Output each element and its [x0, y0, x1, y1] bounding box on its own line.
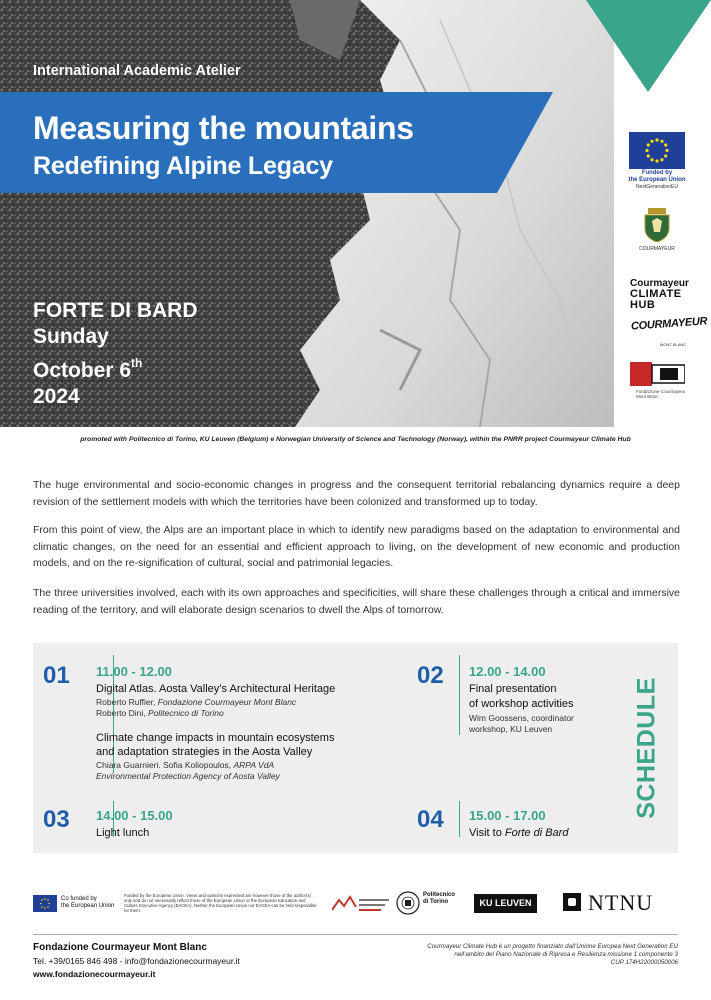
session-time: 11.00 - 12.00	[96, 664, 172, 679]
event-venue-date	[33, 298, 198, 410]
session-speaker: workshop, KU Leuven	[469, 724, 553, 734]
page-subtitle: Redefining Alpine Legacy	[33, 152, 333, 180]
footer-contact: Tel. +39/0165 846 498 - info@fondazionecourmayeur.it	[33, 956, 240, 966]
mountain-architecture-logo	[332, 894, 390, 916]
session-title: of workshop activities	[469, 698, 574, 710]
eu-cofunded-text: Co funded by the European Union	[61, 896, 115, 909]
session-number: 01	[43, 662, 70, 689]
courmayeur-brand-logo: COURMAYEUR	[630, 315, 708, 333]
teal-triangle	[586, 0, 711, 92]
ntnu-icon	[563, 893, 581, 911]
eu-flag-logo	[33, 895, 57, 912]
session-title: Visit to Forte di Bard	[469, 827, 569, 839]
intro-paragraph-1: The huge environmental and socio-economic changes in progress and the consequent territorial rebalancing dynamics require a deep revision of the settlement models with which the territories have been colonized and transformed up to today.	[33, 479, 680, 508]
footer-project-note: Courmayeur Climate Hub è un progetto finanziato dall’Unione Europea Next Generation EU nell’ambito del Piano Nazionale di Ripresa e Resilienza missione 1 componente 3 CUP 174H22000050006	[427, 943, 678, 966]
session-title: Climate change impacts in mountain ecosystems	[96, 732, 335, 744]
eu-disclaimer: Funded by the European Union. Views and opinions expressed are however those of the author(s) only and do not necessarily reflect those of the European Union or the European Education and Culture Executive Agency (EACEA). Neither the European Union nor EACEA can be held responsible for them.	[124, 893, 317, 913]
venue-name: FORTE DI BARD	[33, 299, 198, 322]
event-kicker: International Academic Atelier	[33, 63, 241, 79]
intro-paragraph-2: From this point of view, the Alps are an important place in which to identify new paradigms based on the adaptation to environmental and climatic changes, on the need for an essential and efficient approach to living, on the development of new economic and production models, and on the re-signification of cultural, social and patrimonial legacies.	[33, 524, 680, 569]
session-time: 14.00 - 15.00	[96, 808, 173, 823]
session-speaker: Environmental Protection Agency of Aosta Valley	[96, 771, 280, 781]
eu-flag-logo	[629, 132, 685, 169]
hero	[0, 0, 711, 427]
schedule-label: SCHEDULE	[632, 677, 661, 819]
schedule-panel	[33, 643, 678, 853]
session-speaker: Roberto Ruffier, Fondazione Courmayeur Mont Blanc	[96, 697, 297, 707]
session-title: Light lunch	[96, 827, 150, 839]
event-date: October 6th	[33, 356, 143, 382]
session-title: Digital Atlas. Aosta Valley’s Architectural Heritage	[96, 683, 336, 695]
footer-website-link[interactable]: www.fondazionecourmayeur.it	[33, 969, 156, 979]
session-number: 04	[417, 806, 444, 833]
ntnu-logo: NTNU	[588, 890, 654, 915]
session-title: Final presentation	[469, 683, 557, 695]
footer-organization: Fondazione Courmayeur Mont Blanc	[33, 942, 207, 953]
event-day: Sunday	[33, 325, 109, 348]
footer-divider	[33, 934, 678, 935]
polito-logo: Politecnico di Torino	[396, 890, 461, 920]
eu-funded-caption: Funded by the European Union NextGenerationEU	[628, 170, 686, 190]
schedule-divider	[459, 801, 460, 837]
intro-paragraph-3: The three universities involved, each with its own approaches and specificities, will share these challenges through a critical and immersive reading of the territory, and will elaborate design scenarios to dwell the Alps of tomorrow.	[33, 587, 680, 616]
schedule-divider	[459, 655, 460, 735]
session-time: 12.00 - 14.00	[469, 664, 546, 679]
session-speaker: Chiara Guarnieri. Sofia Koliopoulos, ARPA VdA	[96, 760, 275, 770]
session-time: 15.00 - 17.00	[469, 808, 546, 823]
promoted-note: promoted with Politecnico di Torino, KU Leuven (Belgium) e Norwegian University of Science and Technology (Norway), within the PNRR project Courmayeur Climate Hub	[80, 436, 631, 443]
fcmb-label: Fondazione Courmayeur Mont Blanc	[636, 389, 686, 399]
climate-hub-logo: Courmayeur CLIMATE HUB	[630, 278, 689, 311]
session-speaker: Wim Goossens, coordinator	[469, 713, 574, 723]
session-speaker: Roberto Dini, Politecnico di Torino	[96, 708, 224, 718]
event-year: 2024	[33, 385, 80, 408]
courmayeur-crest-logo	[642, 208, 672, 242]
session-title: and adaptation strategies in the Aosta Valley	[96, 746, 313, 758]
comune-label: COURMAYEUR	[639, 246, 675, 252]
courmayeur-brand-sub: MONT BLANC	[660, 342, 687, 347]
fcmb-logo	[630, 362, 685, 386]
session-number: 02	[417, 662, 444, 689]
page-title: Measuring the mountains	[33, 110, 414, 146]
ku-leuven-logo: KU LEUVEN	[474, 894, 537, 913]
session-number: 03	[43, 806, 70, 833]
